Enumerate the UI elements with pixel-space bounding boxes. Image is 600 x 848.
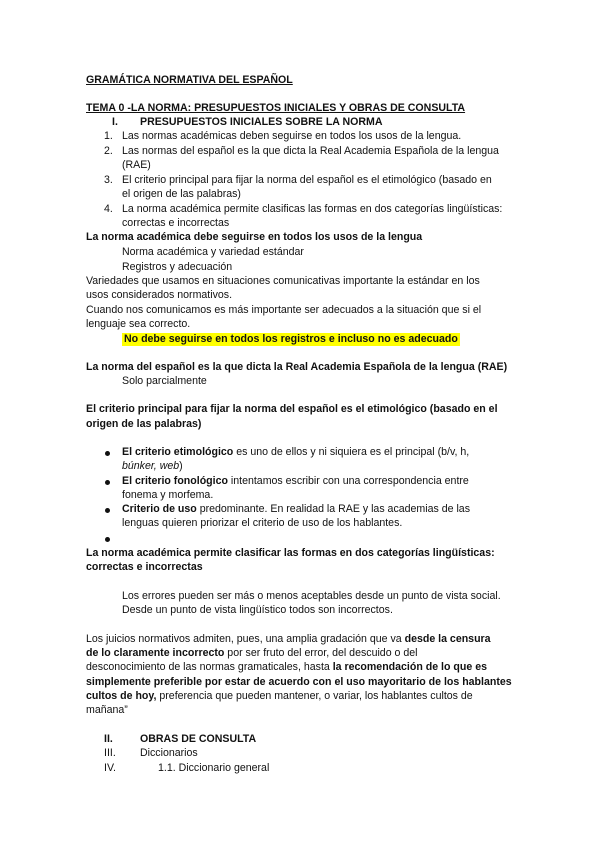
paragraph-text: Los errores pueden ser más o menos aceptables desde un punto de vista social. <box>122 590 501 602</box>
quote-line <box>86 647 418 660</box>
quote-line <box>86 661 487 674</box>
paragraph-heading: correctas e incorrectas <box>86 561 203 573</box>
bullet-item-bold: El criterio fonológico <box>122 475 228 487</box>
quote-line <box>86 690 473 703</box>
bullet-icon <box>105 508 110 513</box>
quote-text: preferencia que pueden mantener, o variar, los hablantes cultos de <box>156 690 473 702</box>
bullet-item <box>122 503 470 516</box>
section-number: III. <box>104 747 116 759</box>
quote-line <box>86 633 491 646</box>
quote-bold: desde la censura <box>404 633 491 645</box>
list-item-text: Las normas académicas deben seguirse en todos los usos de la lengua. <box>122 130 462 142</box>
bullet-icon <box>105 537 110 542</box>
paragraph-text: Desde un punto de vista lingüístico todos son incorrectos. <box>122 604 393 616</box>
bullet-item-italic: búnker, web <box>122 460 180 472</box>
bullet-item <box>122 446 469 459</box>
document-title: GRAMÁTICA NORMATIVA DEL ESPAÑOL <box>86 74 293 86</box>
paragraph-heading: El criterio principal para fijar la norma del español es el etimológico (basado en el <box>86 403 498 415</box>
section-number: II. <box>104 733 113 745</box>
quote-bold: la recomendación de lo que es <box>332 661 487 673</box>
bullet-icon <box>105 480 110 485</box>
quote-line: mañana” <box>86 704 128 716</box>
list-item-text: el origen de las palabras) <box>122 188 241 200</box>
paragraph-text: usos considerados normativos. <box>86 289 233 301</box>
list-item-text: El criterio principal para fijar la norma del español es el etimológico (basado en <box>122 174 492 186</box>
section-number: IV. <box>104 762 116 774</box>
section-item: Diccionarios <box>140 747 198 759</box>
paragraph-heading: origen de las palabras) <box>86 418 202 430</box>
bullet-item-line <box>122 460 183 473</box>
section-title: PRESUPUESTOS INICIALES SOBRE LA NORMA <box>140 116 383 128</box>
tema-title: TEMA 0 -LA NORMA: PRESUPUESTOS INICIALES Y OBRAS DE CONSULTA <box>86 102 466 114</box>
quote-bold: de lo claramente incorrecto <box>86 647 225 659</box>
list-item-text: La norma académica permite clasificas las formas en dos categorías lingüísticas: <box>122 203 503 215</box>
list-number: 4. <box>104 203 113 215</box>
paragraph-text: Norma académica y variedad estándar <box>122 246 304 258</box>
paragraph-heading: La norma académica permite clasificar las formas en dos categorías lingüísticas: <box>86 547 495 559</box>
paragraph-heading: La norma académica debe seguirse en todos los usos de la lengua <box>86 231 423 243</box>
highlighted-text: No debe seguirse en todos los registros e incluso no es adecuado <box>124 333 458 345</box>
section-title: OBRAS DE CONSULTA <box>140 733 257 745</box>
paragraph-text: Cuando nos comunicamos es más importante ser adecuados a la situación que si el <box>86 304 482 316</box>
bullet-item-text: predominante. En realidad la RAE y las academias de las <box>196 503 470 515</box>
quote-line: simplemente preferible por estar de acuerdo con el uso mayoritario de los hablantes <box>86 676 512 688</box>
bullet-item-text: es uno de ellos y ni siquiera es el principal (b/v, h, <box>233 446 470 458</box>
quote-text: Los juicios normativos admiten, pues, una amplia gradación que va <box>86 633 405 645</box>
list-number: 2. <box>104 145 113 157</box>
paragraph-text: lenguaje sea correcto. <box>86 318 191 330</box>
paragraph-text: Solo parcialmente <box>122 375 207 387</box>
quote-text: desconocimiento de las normas gramaticales, hasta <box>86 661 333 673</box>
paragraph-text: Variedades que usamos en situaciones comunicativas importante la estándar en los <box>86 275 480 287</box>
quote-bold: cultos de hoy, <box>86 690 157 702</box>
section-item: 1.1. Diccionario general <box>158 762 270 774</box>
paragraph-heading: La norma del español es la que dicta la Real Academia Española de la lengua (RAE) <box>86 361 508 373</box>
bullet-item-text: ) <box>179 460 183 472</box>
bullet-icon <box>105 451 110 456</box>
bullet-item-line: lenguas quieren priorizar el criterio de uso de los hablantes. <box>122 517 403 529</box>
paragraph-text: Registros y adecuación <box>122 261 233 273</box>
list-number: 1. <box>104 130 113 142</box>
bullet-item-bold: El criterio etimológico <box>122 446 234 458</box>
quote-text: por ser fruto del error, del descuido o del <box>224 647 418 659</box>
list-number: 3. <box>104 174 113 186</box>
bullet-item-line: fonema y morfema. <box>122 489 214 501</box>
list-item-text: (RAE) <box>122 159 151 171</box>
bullet-item <box>122 475 469 488</box>
bullet-item-text: intentamos escribir con una correspondencia entre <box>227 475 469 487</box>
list-item-text: correctas e incorrectas <box>122 217 230 229</box>
section-number: I. <box>112 116 118 128</box>
bullet-item-bold: Criterio de uso <box>122 503 197 515</box>
list-item-text: Las normas del español es la que dicta la Real Academia Española de la lengua <box>122 145 499 157</box>
